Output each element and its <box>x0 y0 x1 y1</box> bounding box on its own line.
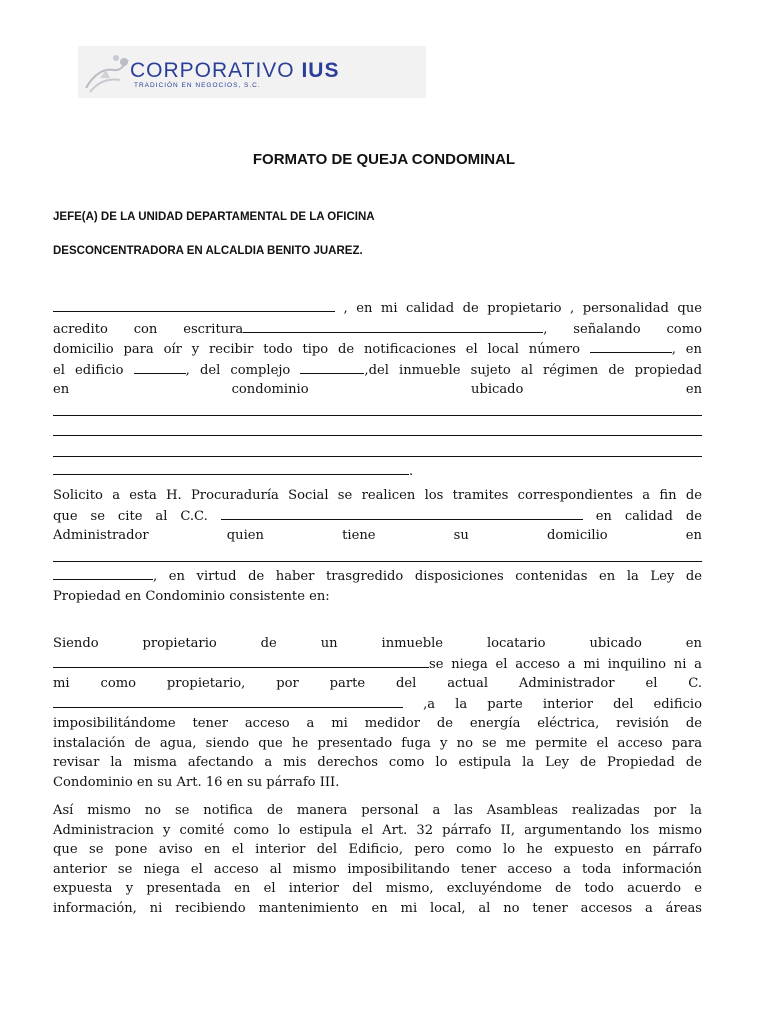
blank-owner-name[interactable] <box>53 298 335 312</box>
blank-administrator-address[interactable] <box>53 546 702 562</box>
blank-administrator-name[interactable] <box>221 506 583 520</box>
addressee-line-1: JEFE(A) DE LA UNIDAD DEPARTAMENTAL DE LA OFICINA <box>53 211 375 223</box>
blank-address-line[interactable] <box>53 400 702 416</box>
blank-administrator[interactable] <box>53 694 403 708</box>
addressee-line-2: DESCONCENTRADORA EN ALCALDIA BENITO JUAREZ. <box>53 245 363 257</box>
blank-local-number[interactable] <box>590 339 672 353</box>
paragraph-owner-info: , en mi calidad de propietario , personalidad que acredito con escritura , señalando como domicilio para oír y recibir todo tipo de notificaciones el local número , en el edificio , del complejo ,del inmueble sujeto al régimen de propiedad en condominio ubicado en . <box>53 298 702 482</box>
blank-building[interactable] <box>134 360 186 374</box>
blank-complex[interactable] <box>300 360 364 374</box>
logo-brand: CORPORATIVO IUS <box>130 59 340 82</box>
logo-tagline: TRADICIÓN EN NEGOCIOS, S.C. <box>134 82 261 89</box>
document-title: FORMATO DE QUEJA CONDOMINAL <box>252 151 516 168</box>
company-logo <box>78 46 426 98</box>
blank-deed[interactable] <box>243 319 543 333</box>
paragraph-request: Solicito a esta H. Procuraduría Social se realicen los tramites correspondientes a fin de que se cite al C.C. en calidad de Administrador quien tiene su domicilio en , en virtud de haber trasgredido disposiciones contenidas en la Ley de Propiedad en Condominio consistente en: <box>53 488 702 604</box>
blank-address-line[interactable] <box>53 420 702 436</box>
paragraph-assemblies: Así mismo no se notifica de manera personal a las Asambleas realizadas por la Administracion y comité como lo estipula el Art. 32 párrafo II, argumentando los mismo que se pone aviso en el interior del Edificio, pero como lo he expuesto en párrafo anterior se niega el acceso al mismo imposibilitando tener acceso a toda información expuesta y presentada en el interior del mismo, excluyéndome de todo acuerdo e información, ni recibiendo mantenimiento en mi local, al no tener accesos a áreas <box>53 803 702 916</box>
paragraph-facts: Siendo propietario de un inmueble locatario ubicado en se niega el acceso a mi inquilino ni a mi como propietario, por parte del actual Administrador el C. ,a la parte interior del edificio imposibilitándome tener acceso a mi medidor de energía eléctrica, revisión de instalación de agua, siendo que he presentado fuga y no se me permite el acceso para revisar la misma afectando a mis derechos como lo estipula la Ley de Propiedad de Condominio en su Art. 16 en su párrafo III. <box>53 636 702 790</box>
blank-property-location[interactable] <box>53 654 429 668</box>
blank-address-line[interactable] <box>53 441 702 457</box>
blank-administrator-address[interactable] <box>53 566 153 580</box>
blank-address-line[interactable] <box>53 461 409 475</box>
